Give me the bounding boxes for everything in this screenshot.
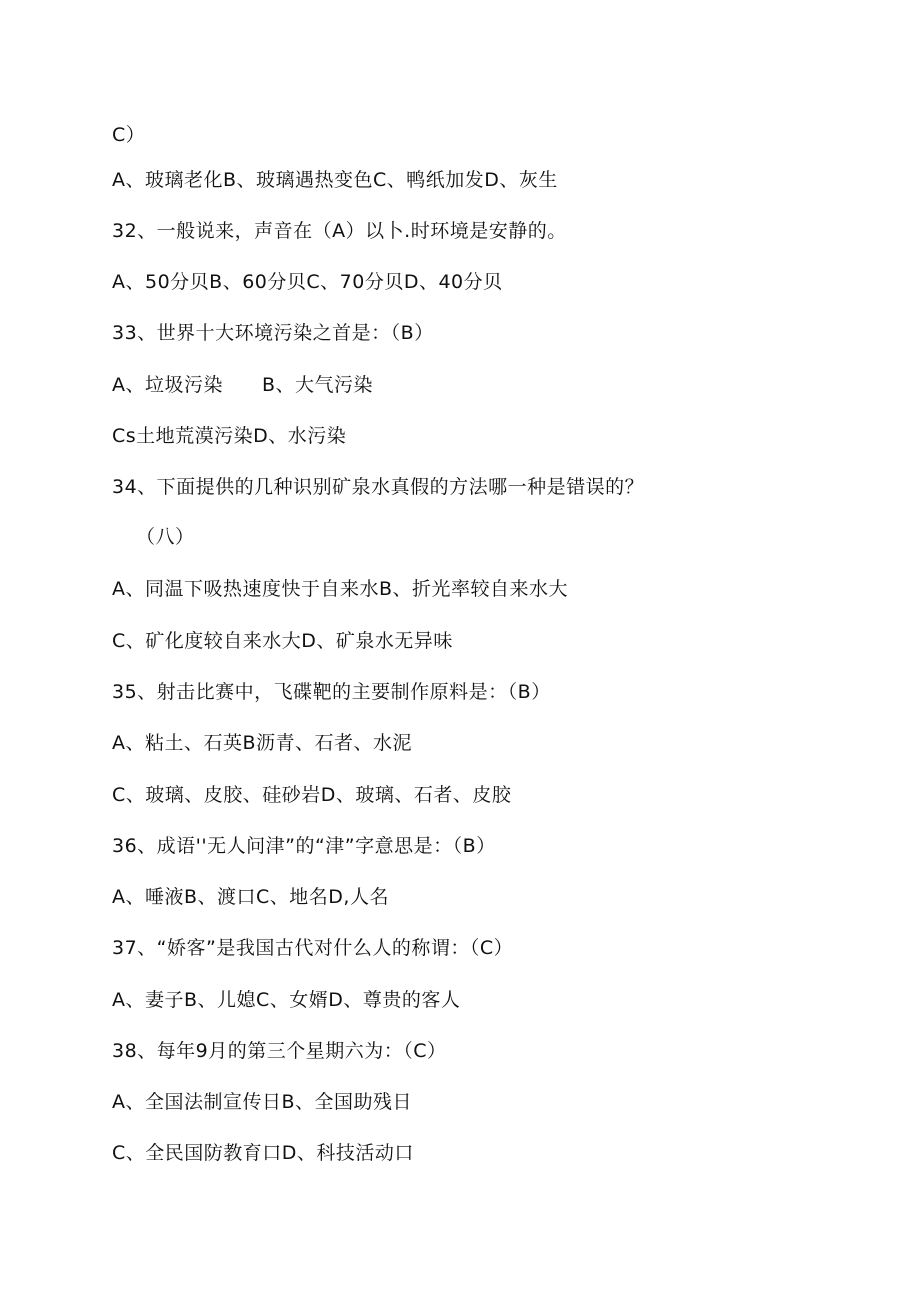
q38-options-line-1: A、全国法制宣传日B、全国助残日 bbox=[112, 1091, 413, 1113]
q32-question-line: 32、一般说来，声音在（A）以卜.时环境是安静的。 bbox=[112, 220, 567, 242]
q36-question-line: 36、成语''无人问津”的“津”字意思是：（B） bbox=[112, 835, 496, 857]
q36-options-line: A、唾液B、渡口C、地名D,人名 bbox=[112, 886, 389, 908]
q34-answer-line: （八） bbox=[136, 526, 195, 548]
q37-options-line: A、妻子B、儿媳C、女婿D、尊贵的客人 bbox=[112, 989, 461, 1011]
q35-options-line-2: C、玻璃、皮胶、硅砂岩D、玻璃、石者、皮胶 bbox=[112, 784, 512, 806]
q33-options-line-1: A、垃圾污染 B、大气污染 bbox=[112, 374, 374, 396]
q34-question-line: 34、下面提供的几种识别矿泉水真假的方法哪一种是错误的？ bbox=[112, 476, 645, 498]
q31-options-line: A、玻璃老化B、玻璃遇热变色C、鸭纸加发D、灰生 bbox=[112, 169, 558, 191]
q33-options-line-2: Cs土地荒漠污染D、水污染 bbox=[112, 425, 347, 447]
q35-options-line-1: A、粘土、石英B沥青、石者、水泥 bbox=[112, 732, 413, 754]
q37-question-line: 37、“娇客”是我国古代对什么人的称谓：（C） bbox=[112, 937, 514, 959]
q34-options-line-1: A、同温下吸热速度快于自来水B、折光率较自来水大 bbox=[112, 578, 569, 600]
q32-options-line: A、50分贝B、60分贝C、70分贝D、40分贝 bbox=[112, 271, 503, 293]
q33-question-line: 33、世界十大环境污染之首是：（B） bbox=[112, 322, 434, 344]
q34-options-line-2: C、矿化度较自来水大D、矿泉水无异味 bbox=[112, 630, 453, 652]
q38-question-line: 38、每年9月的第三个星期六为：（C） bbox=[112, 1040, 447, 1062]
answer-fragment-line: C） bbox=[112, 124, 146, 146]
q35-question-line: 35、射击比赛中，飞碟靶的主要制作原料是：（B） bbox=[112, 681, 551, 703]
q38-options-line-2: C、全民国防教育口D、科技活动口 bbox=[112, 1142, 414, 1164]
